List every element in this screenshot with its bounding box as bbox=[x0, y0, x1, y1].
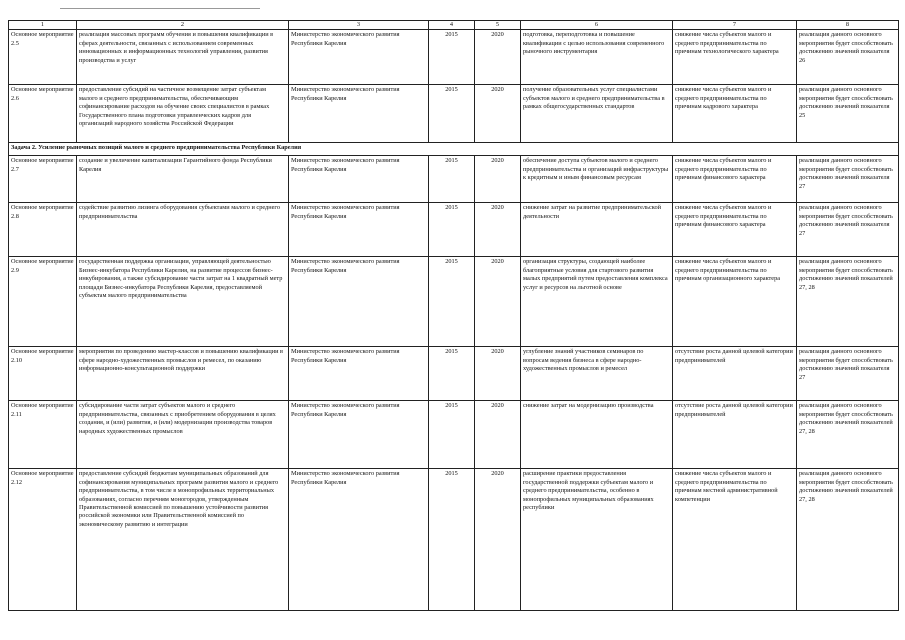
header-row bbox=[9, 21, 899, 30]
document-page bbox=[8, 20, 898, 611]
measure-name: Основное мероприятие 2.9 bbox=[9, 257, 77, 347]
table-row bbox=[9, 347, 899, 401]
measure-risk: снижение числа субъектов малого и среднего предпринимательства по причинам технологического характера bbox=[673, 30, 797, 85]
header-cell: 7 bbox=[673, 21, 797, 30]
measure-name: Основное мероприятие 2.8 bbox=[9, 203, 77, 257]
table-row bbox=[9, 401, 899, 469]
measure-end: 2020 bbox=[475, 30, 521, 85]
measure-name: Основное мероприятие 2.10 bbox=[9, 347, 77, 401]
header-cell: 3 bbox=[289, 21, 429, 30]
task-title: Задача 2. Усиление рыночных позиций малого и среднего предпринимательства Республики Карелия bbox=[9, 143, 899, 156]
measure-result: расширение практики предоставления государственной поддержки субъектам малого и среднего предпринимательства, особенно в монопрофильных муниципальных образованиях республики bbox=[521, 469, 673, 611]
header-cell: 5 bbox=[475, 21, 521, 30]
measure-name: Основное мероприятие 2.12 bbox=[9, 469, 77, 611]
measure-link: реализация данного основного мероприятия будет способствовать достижению значений показателей 27, 28 bbox=[797, 257, 899, 347]
measure-result: снижение затрат на развитие предпринимательской деятельности bbox=[521, 203, 673, 257]
measure-executor: Министерство экономического развития Республики Карелия bbox=[289, 347, 429, 401]
header-cell: 2 bbox=[77, 21, 289, 30]
measure-start: 2015 bbox=[429, 469, 475, 611]
measure-start: 2015 bbox=[429, 401, 475, 469]
task-row bbox=[9, 143, 899, 156]
measure-end: 2020 bbox=[475, 257, 521, 347]
header-cell: 4 bbox=[429, 21, 475, 30]
measure-end: 2020 bbox=[475, 347, 521, 401]
measure-name: Основное мероприятие 2.5 bbox=[9, 30, 77, 85]
table-row bbox=[9, 30, 899, 85]
measure-result: снижение затрат на модернизацию производства bbox=[521, 401, 673, 469]
measure-start: 2015 bbox=[429, 156, 475, 203]
measure-executor: Министерство экономического развития Республики Карелия bbox=[289, 85, 429, 143]
measure-end: 2020 bbox=[475, 156, 521, 203]
table-row bbox=[9, 469, 899, 611]
measure-executor: Министерство экономического развития Республики Карелия bbox=[289, 30, 429, 85]
measure-executor: Министерство экономического развития Республики Карелия bbox=[289, 203, 429, 257]
header-cell: 6 bbox=[521, 21, 673, 30]
measure-content: содействие развитию лизинга оборудования субъектами малого и среднего предпринимательства bbox=[77, 203, 289, 257]
header-cell: 1 bbox=[9, 21, 77, 30]
measure-link: реализация данного основного мероприятия будет способствовать достижению значений показателя 27 bbox=[797, 347, 899, 401]
table-row bbox=[9, 85, 899, 143]
measure-end: 2020 bbox=[475, 203, 521, 257]
scan-top-line bbox=[60, 8, 260, 9]
measure-start: 2015 bbox=[429, 203, 475, 257]
measure-risk: отсутствие роста данной целевой категории предпринимателей bbox=[673, 347, 797, 401]
measure-start: 2015 bbox=[429, 85, 475, 143]
measure-start: 2015 bbox=[429, 30, 475, 85]
measure-end: 2020 bbox=[475, 401, 521, 469]
table-row bbox=[9, 156, 899, 203]
table-row bbox=[9, 257, 899, 347]
measure-executor: Министерство экономического развития Республики Карелия bbox=[289, 257, 429, 347]
header-cell: 8 bbox=[797, 21, 899, 30]
measure-result: обеспечение доступа субъектов малого и среднего предпринимательства и организаций инфраструктуры к кредитным и иным финансовым ресурсам bbox=[521, 156, 673, 203]
measure-link: реализация данного основного мероприятия будет способствовать достижению значений показателя 27 bbox=[797, 156, 899, 203]
measure-content: реализация массовых программ обучения и повышения квалификации в сферах деятельности, связанных с использованием современных инновационных и информационных технологий управления, развития производства и услуг bbox=[77, 30, 289, 85]
measure-start: 2015 bbox=[429, 257, 475, 347]
measure-content: государственная поддержка организации, управляющей деятельностью Бизнес-инкубатора Республики Карелия, на развитие процессов бизнес-инкубирования, а также субсидирование части затрат на 1 квадратный метр площади Бизнес-инкубатора Республики Карелия, предоставляемой субъектам малого предпринимательства bbox=[77, 257, 289, 347]
measure-executor: Министерство экономического развития Республики Карелия bbox=[289, 156, 429, 203]
measure-name: Основное мероприятие 2.7 bbox=[9, 156, 77, 203]
measure-end: 2020 bbox=[475, 85, 521, 143]
measure-link: реализация данного основного мероприятия будет способствовать достижению значений показателя 27 bbox=[797, 203, 899, 257]
measure-name: Основное мероприятие 2.6 bbox=[9, 85, 77, 143]
measure-start: 2015 bbox=[429, 347, 475, 401]
measure-executor: Министерство экономического развития Республики Карелия bbox=[289, 401, 429, 469]
measure-content: мероприятия по проведению мастер-классов и повышению квалификации в сфере народно-художественных промыслов и ремесел, по оказанию информационно-консультационной поддержки bbox=[77, 347, 289, 401]
measure-result: углубление знаний участников семинаров по вопросам ведения бизнеса в сфере народно-художественных промыслов и ремесел bbox=[521, 347, 673, 401]
measure-risk: снижение числа субъектов малого и среднего предпринимательства по причинам местной административной компетенции bbox=[673, 469, 797, 611]
measure-end: 2020 bbox=[475, 469, 521, 611]
measure-content: предоставление субсидий бюджетам муниципальных образований для софинансирования муниципальных программ развития малого и среднего предпринимательства, в том числе в монопрофильных территориальных образованиях, согласно перечням моногородов, утвержденным Правительственной комиссией по повышению устойчивости развития российской экономики или Правительственной комиссией по экономическому развитию и интеграции bbox=[77, 469, 289, 611]
measure-link: реализация данного основного мероприятия будет способствовать достижению значений показателей 27, 28 bbox=[797, 401, 899, 469]
measure-link: реализация данного основного мероприятия будет способствовать достижению значений показателя 26 bbox=[797, 30, 899, 85]
measure-link: реализация данного основного мероприятия будет способствовать достижению значений показателя 25 bbox=[797, 85, 899, 143]
measure-result: подготовка, переподготовка и повышение квалификации с целью использования современного рыночного инструментария bbox=[521, 30, 673, 85]
table-row bbox=[9, 203, 899, 257]
measure-risk: снижение числа субъектов малого и среднего предпринимательства по причинам кадрового характера bbox=[673, 85, 797, 143]
measure-content: предоставление субсидий на частичное возмещение затрат субъектам малого и среднего предпринимательства, обеспечивающим софинансирование расходов на обучение своих специалистов в рамках Государственного плана подготовки управленческих кадров для организаций народного хозяйства Российской Федерации bbox=[77, 85, 289, 143]
measure-risk: отсутствие роста данной целевой категории предпринимателей bbox=[673, 401, 797, 469]
measure-result: организация структуры, создающей наиболее благоприятные условия для стартового развития малых предприятий путем предоставления комплекса услуг и ресурсов на льготной основе bbox=[521, 257, 673, 347]
measure-executor: Министерство экономического развития Республики Карелия bbox=[289, 469, 429, 611]
measure-content: субсидирование части затрат субъектов малого и среднего предпринимательства, связанных с приобретением оборудования в целях создания, и (или) развития, и (или) модернизации производства товаров народных художественных промыслов bbox=[77, 401, 289, 469]
measure-result: получение образовательных услуг специалистами субъектов малого и среднего предпринимательства в рамках общегосударственных стандартов bbox=[521, 85, 673, 143]
measure-content: создание и увеличение капитализации Гарантийного фонда Республики Карелия bbox=[77, 156, 289, 203]
program-measures-table bbox=[8, 20, 899, 611]
measure-risk: снижение числа субъектов малого и среднего предпринимательства по причинам организационного характера bbox=[673, 257, 797, 347]
measure-name: Основное мероприятие 2.11 bbox=[9, 401, 77, 469]
measure-risk: снижение числа субъектов малого и среднего предпринимательства по причинам финансового характера bbox=[673, 203, 797, 257]
measure-link: реализация данного основного мероприятия будет способствовать достижению значений показателей 27, 28 bbox=[797, 469, 899, 611]
measure-risk: снижение числа субъектов малого и среднего предпринимательства по причинам финансового характера bbox=[673, 156, 797, 203]
